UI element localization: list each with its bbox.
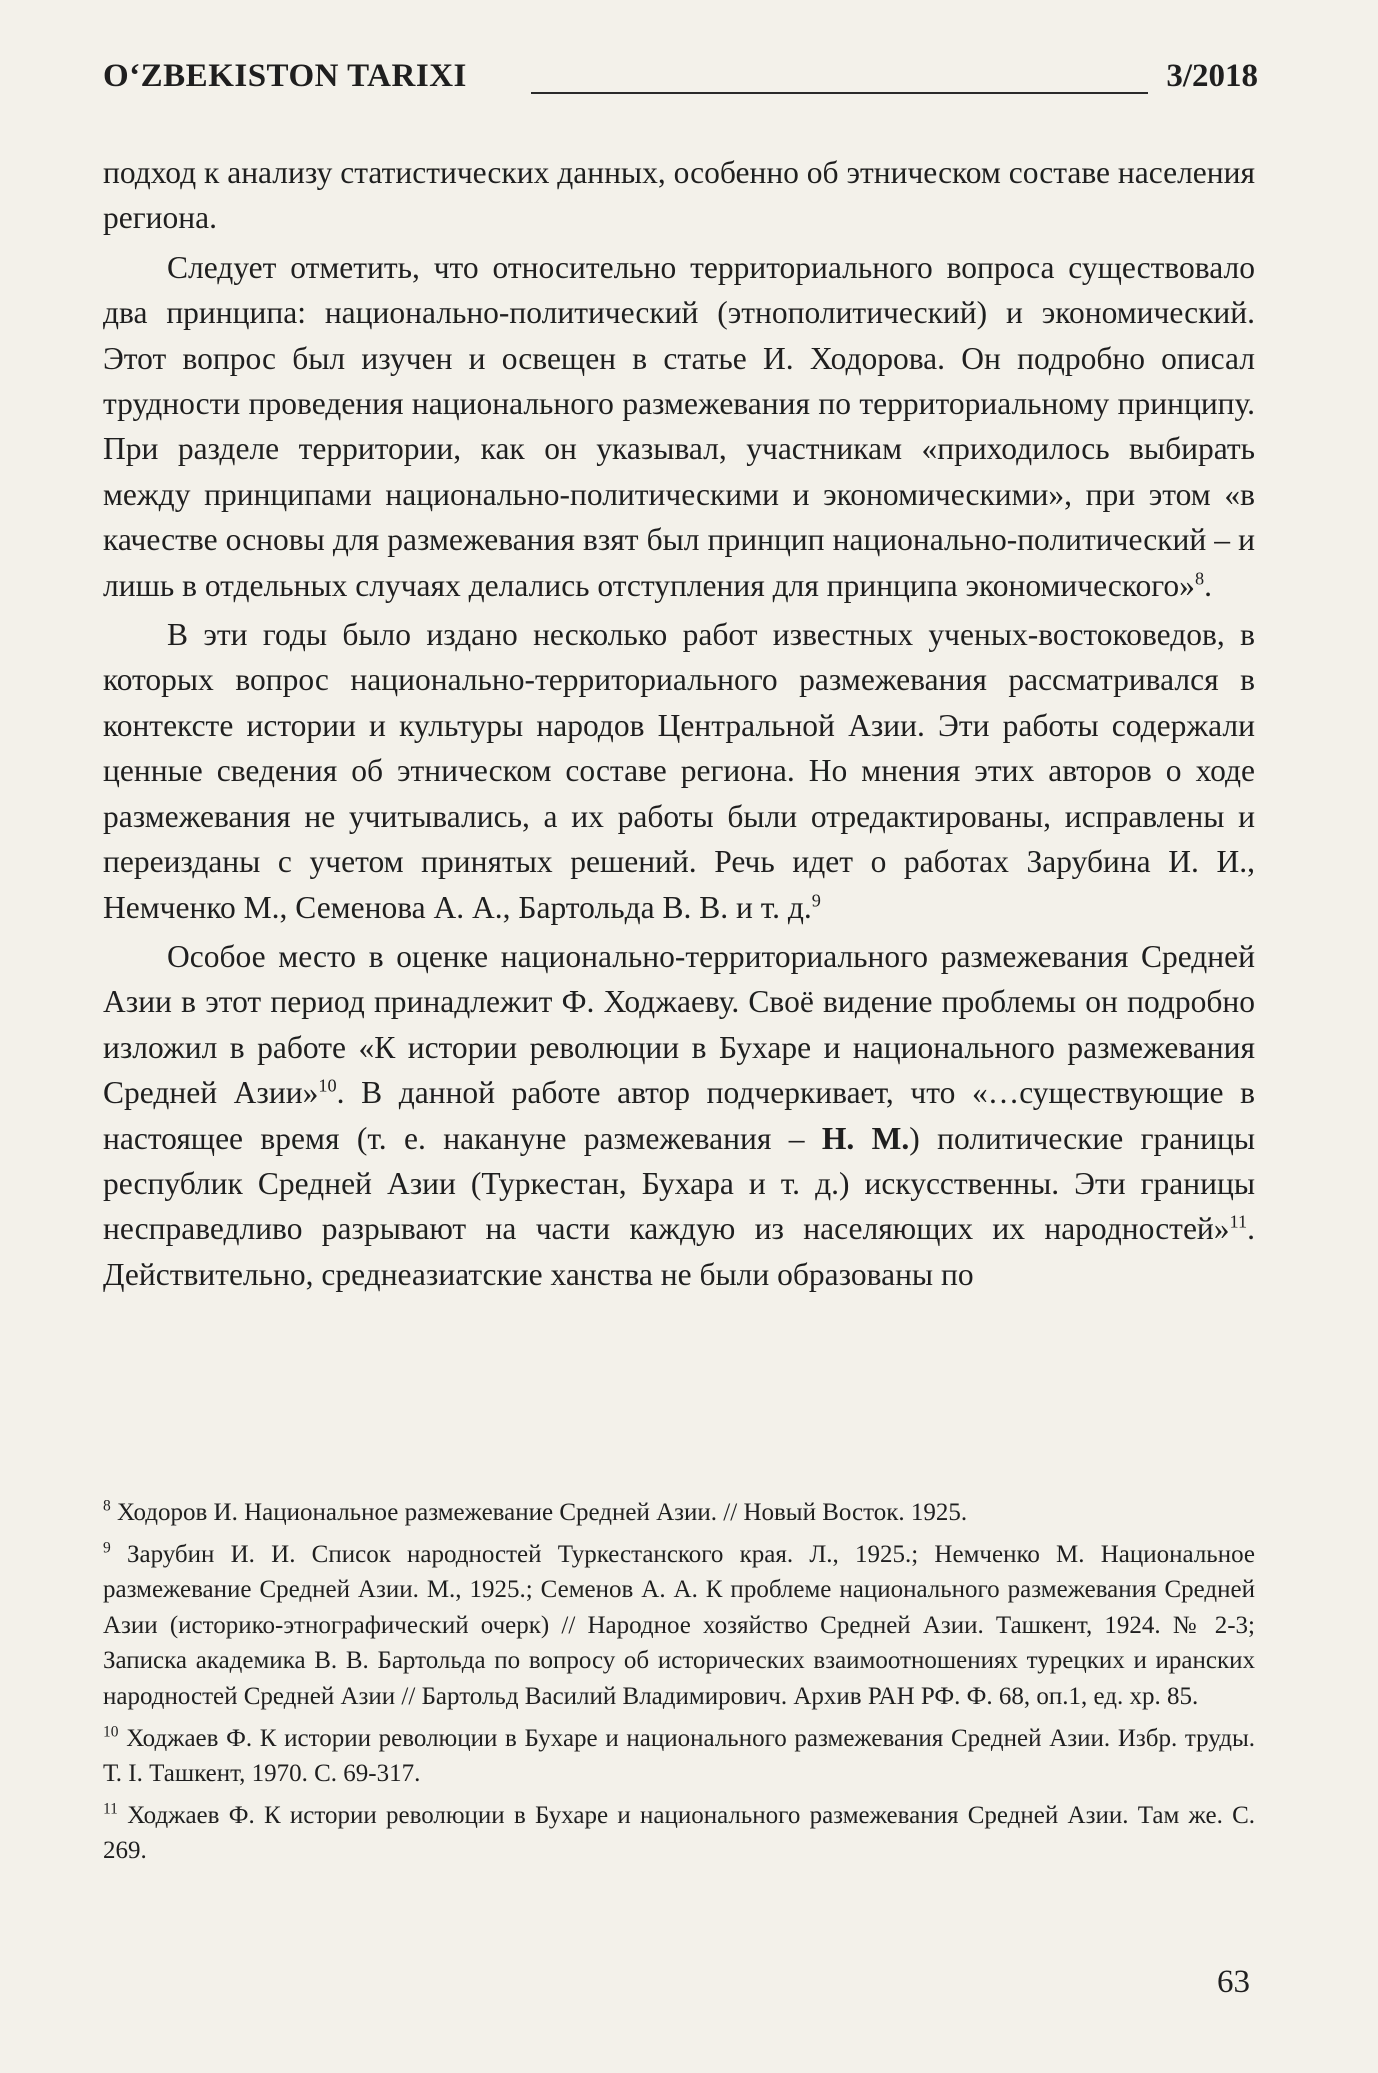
footnote-8 — [103, 1495, 1255, 1531]
footnote-number: 11 — [103, 1800, 118, 1818]
paragraph-3-text: В эти годы было издано несколько работ известных ученых-востоковедов, в которых вопрос национально-территориального размежевания рассматривался в контексте истории и культуры народов Центральной Азии. Эти работы содержали ценные сведения об этническом составе региона. Но мнения этих авторов о ходе размежевания не учитывались, а их работы были отредактированы, исправлены и переизданы с учетом принятых решений. Речь идет о работах Зарубина И. И., Немченко М., Семенова А. А., Бартольда В. В. и т. д. — [103, 617, 1255, 925]
footnote-number: 8 — [103, 1497, 111, 1515]
footnote-ref-10[interactable]: 10 — [318, 1075, 337, 1096]
footnote-10 — [103, 1721, 1255, 1792]
paragraph-4-text-a: Особое место в оценке национально-территориального размежевания Средней Азии в этот период принадлежит Ф. Ходжаеву. Своё видение проблемы он подробно изложил в работе «К истории революции в Бухаре и национального размежевания Средней Азии» — [103, 938, 1255, 1111]
paragraph-4 — [103, 934, 1255, 1297]
issue-number: 3/2018 — [1166, 58, 1258, 94]
footnotes — [103, 1495, 1255, 1875]
author-initials: Н. М. — [821, 1120, 910, 1156]
page-number: 63 — [1217, 1964, 1250, 2000]
footnote-number: 9 — [103, 1539, 111, 1557]
paragraph-4-text-b: . В данной работе автор подчеркивает, что «…существующие в настоящее время (т. е. накануне размежевания – — [103, 1075, 1255, 1156]
footnote-number: 10 — [103, 1723, 119, 1741]
paragraph-2 — [103, 245, 1255, 608]
footnote-ref-11[interactable]: 11 — [1229, 1211, 1248, 1232]
paragraph-2-text: Следует отметить, что относительно территориального вопроса существовало два принципа: национально-политический (этнополитический) и экономический. Этот вопрос был изучен и освещен в статье И. Ходорова. Он подробно описал трудности проведения национального размежевания по территориальному принципу. При разделе территории, как он указывал, участникам «приходилось выбирать между принципами национально-политическими и экономическими», при этом «в качестве основы для размежевания взят был принцип национально-политический – и лишь в отдельных случаях делались отступления для принципа экономического» — [103, 249, 1255, 603]
paragraph-1-text: подход к анализу статистических данных, особенно об этническом составе населения региона. — [103, 155, 1255, 236]
footnote-ref-9[interactable]: 9 — [811, 890, 821, 910]
footnote-11 — [103, 1798, 1255, 1869]
paragraph-1 — [103, 150, 1255, 241]
paragraph-3 — [103, 612, 1255, 930]
paragraph-4-text-d: . Действительно, среднеазиатские ханства не были образованы по — [103, 1211, 1255, 1292]
header-rule — [531, 92, 1148, 94]
footnote-text: Ходжаев Ф. К истории революции в Бухаре и национального размежевания Средней Азии. Избр. труды. Т. I. Ташкент, 1970. С. 69-317. — [103, 1724, 1255, 1788]
paragraph-2-end: . — [1204, 567, 1212, 603]
footnote-text: Ходоров И. Национальное размежевание Средней Азии. // Новый Восток. 1925. — [117, 1499, 968, 1526]
journal-title: O‘ZBEKISTON TARIXI — [103, 58, 467, 94]
footnote-text: Ходжаев Ф. К истории революции в Бухаре и национального размежевания Средней Азии. Там же. С. 269. — [103, 1801, 1256, 1865]
footnote-text: Зарубин И. И. Список народностей Туркестанского края. Л., 1925.; Немченко М. Национальное размежевание Средней Азии. М., 1925.; Семенов А. А. К проблеме национального размежевания Средней Азии (историко-этнографический очерк) // Народное хозяйство Средней Азии. Ташкент, 1924. № 2-3; Записка академика В. В. Бартольда по вопросу об исторических взаимоотношениях турецких и иранских народностей Средней Азии // Бартольд Василий Владимирович. Архив РАН РФ. Ф. 68, оп.1, ед. хр. 85. — [103, 1540, 1255, 1710]
footnote-ref-8[interactable]: 8 — [1194, 568, 1205, 589]
running-header — [103, 52, 1258, 104]
footnote-9 — [103, 1537, 1255, 1715]
article-body — [103, 150, 1255, 1301]
paragraph-4-text-c: ) политические границы республик Средней Азии (Туркестан, Бухара и т. д.) искусственны. Эти границы несправедливо разрывают на части каждую из населяющих их народностей» — [103, 1120, 1255, 1247]
